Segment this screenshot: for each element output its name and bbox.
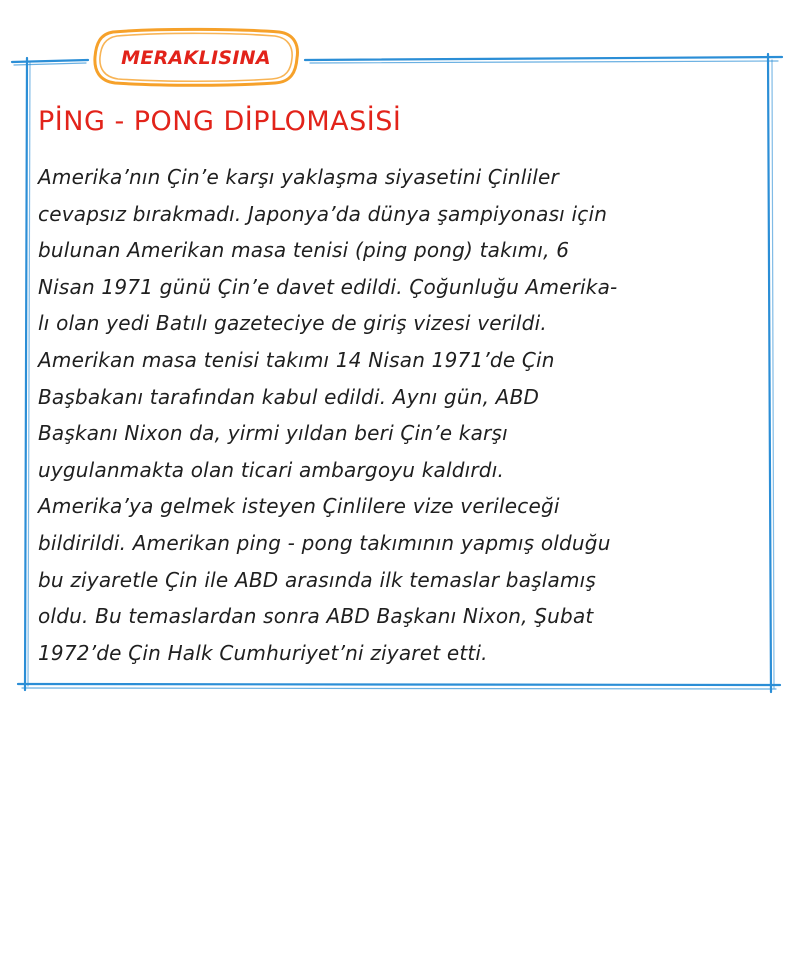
body-line: bulunan Amerikan masa tenisi (ping pong) takımı, 6 [38, 238, 570, 263]
body-line: Amerika’ya gelmek isteyen Çinlilere vize verileceği [38, 494, 560, 519]
body-line: cevapsız bırakmadı. Japonya’da dünya şampiyonası için [38, 201, 608, 226]
section-heading: PİNG - PONG DİPLOMASİSİ [38, 106, 402, 137]
body-line: uygulanmakta olan ticari ambargoyu kaldırdı. [38, 457, 505, 482]
body-line: Başbakanı tarafından kabul edildi. Aynı gün, ABD [38, 384, 540, 409]
body-line: lı olan yedi Batılı gazeteciye de giriş vizesi verildi. [38, 311, 547, 336]
body-line: bu ziyaretle Çin ile ABD arasında ilk temaslar başlamış [38, 567, 597, 592]
body-line: bildirildi. Amerikan ping - pong takımının yapmış olduğu [38, 530, 611, 555]
body-line: Nisan 1971 günü Çin’e davet edildi. Çoğunluğu Amerika- [38, 274, 618, 299]
body-line: Amerika’nın Çin’e karşı yaklaşma siyasetini Çinliler [38, 165, 559, 189]
body-line: Amerikan masa tenisi takımı 14 Nisan 1971’de Çin [38, 347, 555, 372]
body-line: oldu. Bu temaslardan sonra ABD Başkanı Nixon, Şubat [38, 604, 594, 629]
body-paragraph [38, 159, 617, 671]
meraklisina-badge-label: MERAKLISINA [121, 47, 271, 69]
body-line: Başkanı Nixon da, yirmi yıldan beri Çin’e karşı [38, 421, 508, 446]
body-line: 1972’de Çin Halk Cumhuriyet’ni ziyaret etti. [38, 640, 488, 665]
